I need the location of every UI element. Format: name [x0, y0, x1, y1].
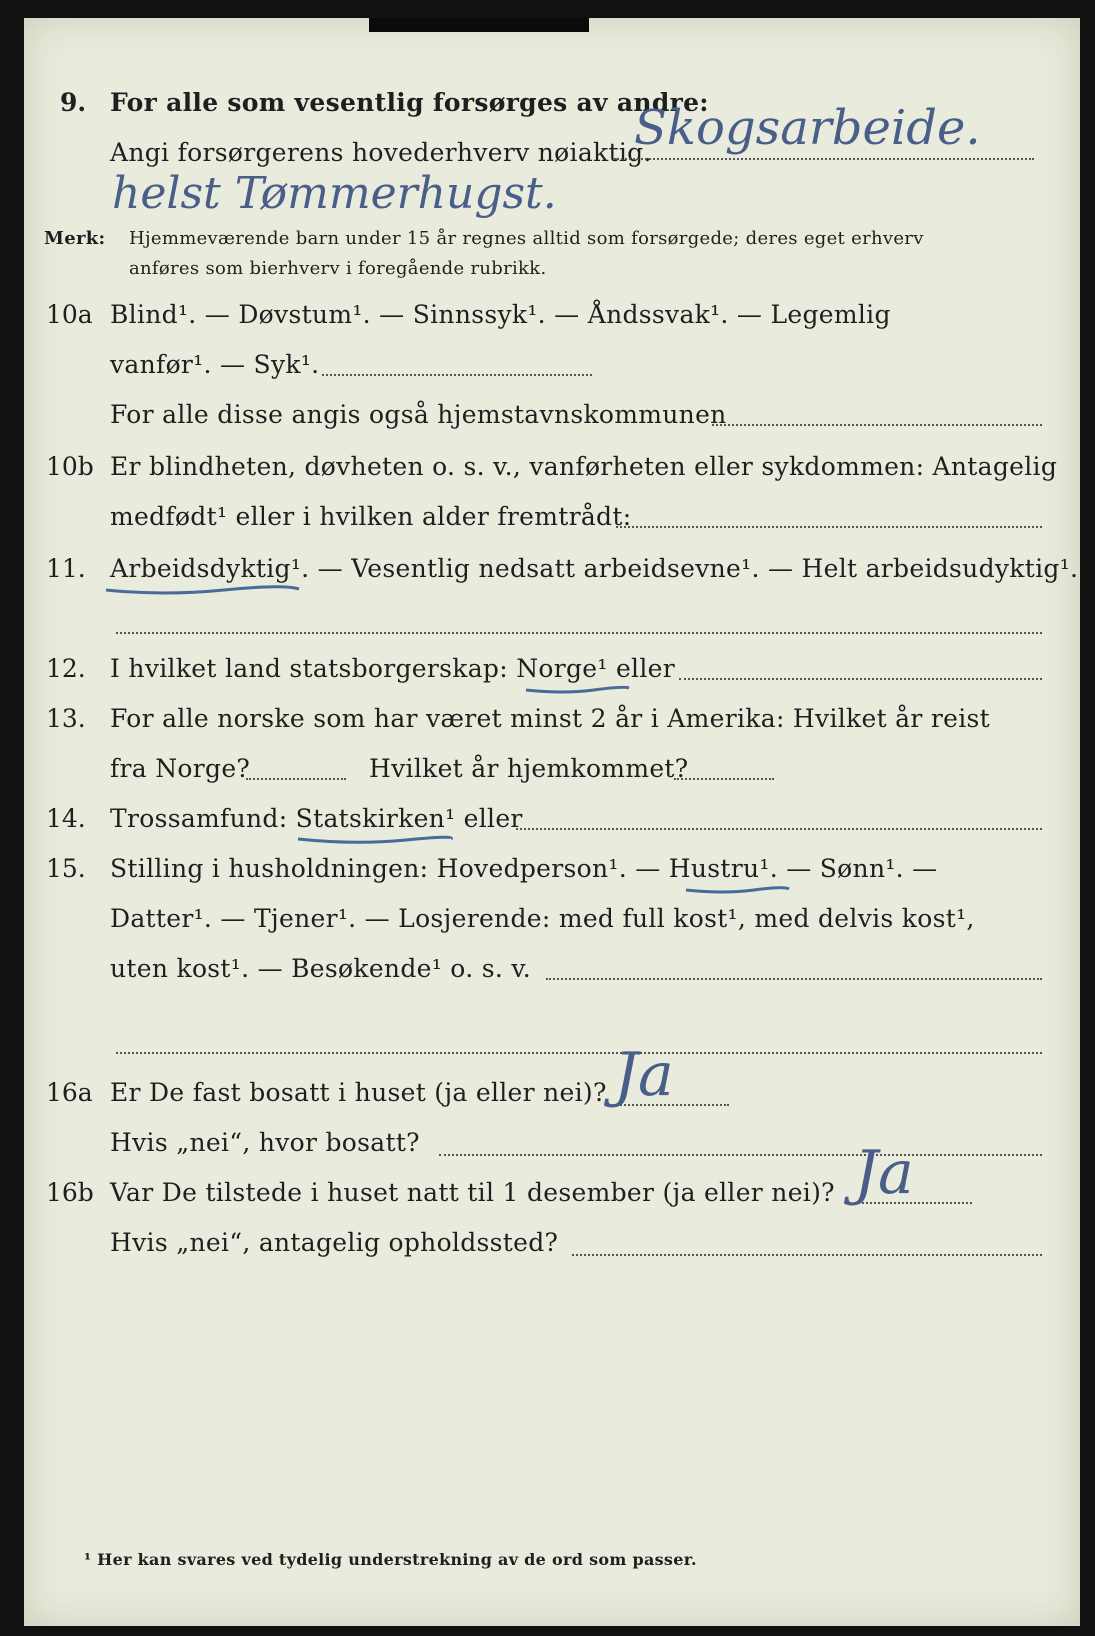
q12-answer-line: [679, 678, 1042, 680]
q9-answer-line: [614, 158, 1034, 160]
census-form-page: [24, 18, 1080, 1626]
q14-answer-line: [516, 828, 1042, 830]
q10b-question: Er blindheten, døvheten o. s. v., vanførheten eller sykdommen: Antagelig: [110, 452, 1058, 481]
q16a-followup-line: [439, 1154, 1042, 1156]
q16a-followup: Hvis „nei“, hvor bosatt?: [110, 1128, 420, 1157]
q12-handwritten-underline: [524, 684, 634, 698]
q12-number: 12.: [46, 654, 86, 683]
q11-answer-line: [116, 632, 1042, 634]
handwritten-q16a-answer: Ja: [614, 1040, 674, 1110]
merk-label: Merk:: [44, 228, 106, 249]
q13-return-question: Hvilket år hjemkommet?: [369, 754, 689, 783]
q9-question: For alle som vesentlig forsørges av andre:: [110, 88, 709, 117]
q11-options: Arbeidsdyktig¹. — Vesentlig nedsatt arbeidsevne¹. — Helt arbeidsudyktig¹.: [110, 554, 1079, 583]
q13-number: 13.: [46, 704, 86, 733]
handwritten-q16b-answer: Ja: [854, 1138, 914, 1208]
q15-options-line3: uten kost¹. — Besøkende¹ o. s. v.: [110, 954, 532, 983]
q9-instruction: Angi forsørgerens hovederhverv nøiaktig.: [110, 138, 652, 167]
q11-handwritten-underline: [104, 584, 304, 598]
merk-text-line1: Hjemmeværende barn under 15 år regnes alltid som forsørgede; deres eget erhverv: [129, 228, 924, 249]
footnote: ¹ Her kan svares ved tydelig understrekning av de ord som passer.: [84, 1550, 697, 1569]
q16b-followup: Hvis „nei“, antagelig opholdssted?: [110, 1228, 559, 1257]
q16b-followup-line: [572, 1254, 1042, 1256]
q10a-options: Blind¹. — Døvstum¹. — Sinnssyk¹. — Åndssvak¹. — Legemlig: [110, 300, 891, 329]
q15-extra-line: [116, 1052, 1042, 1054]
q16a-number: 16a: [46, 1078, 93, 1107]
q15-options-line2: Datter¹. — Tjener¹. — Losjerende: med full kost¹, med delvis kost¹,: [110, 904, 975, 933]
handwritten-occupation: Skogsarbeide.: [634, 100, 981, 156]
q13-departure-line: [246, 778, 346, 780]
handwritten-occupation-continued: helst Tømmerhugst.: [112, 168, 557, 219]
q10a-municipality-line: [712, 424, 1042, 426]
q15-options-line1: Stilling i husholdningen: Hovedperson¹. — Hustru¹. — Sønn¹. —: [110, 854, 938, 883]
q13-departure-question: fra Norge?: [110, 754, 251, 783]
q16a-question: Er De fast bosatt i huset (ja eller nei)?: [110, 1078, 607, 1107]
q10a-options-continued: vanfør¹. — Syk¹.: [110, 350, 320, 379]
top-binding-strip: [369, 18, 589, 32]
q14-question: Trossamfund: Statskirken¹ eller: [110, 804, 523, 833]
q11-number: 11.: [46, 554, 86, 583]
q15-number: 15.: [46, 854, 86, 883]
q16b-question: Var De tilstede i huset natt til 1 desember (ja eller nei)?: [110, 1178, 835, 1207]
q10a-answer-line: [322, 374, 592, 376]
q10a-number: 10a: [46, 300, 93, 329]
q10b-answer-line: [616, 526, 1042, 528]
q9-number: 9.: [60, 88, 87, 117]
q15-answer-line: [546, 978, 1042, 980]
q10b-question-continued: medfødt¹ eller i hvilken alder fremtrådt:: [110, 502, 632, 531]
q15-handwritten-underline: [684, 884, 794, 898]
q12-question: I hvilket land statsborgerskap: Norge¹ eller: [110, 654, 675, 683]
q10a-home-municipality: For alle disse angis også hjemstavnskommunen: [110, 400, 727, 429]
q13-question: For alle norske som har været minst 2 år i Amerika: Hvilket år reist: [110, 704, 991, 733]
q14-number: 14.: [46, 804, 86, 833]
q10b-number: 10b: [46, 452, 94, 481]
q14-handwritten-underline: [296, 834, 456, 848]
q16b-number: 16b: [46, 1178, 94, 1207]
q13-return-line: [674, 778, 774, 780]
merk-text-line2: anføres som bierhverv i foregående rubrikk.: [129, 258, 547, 279]
